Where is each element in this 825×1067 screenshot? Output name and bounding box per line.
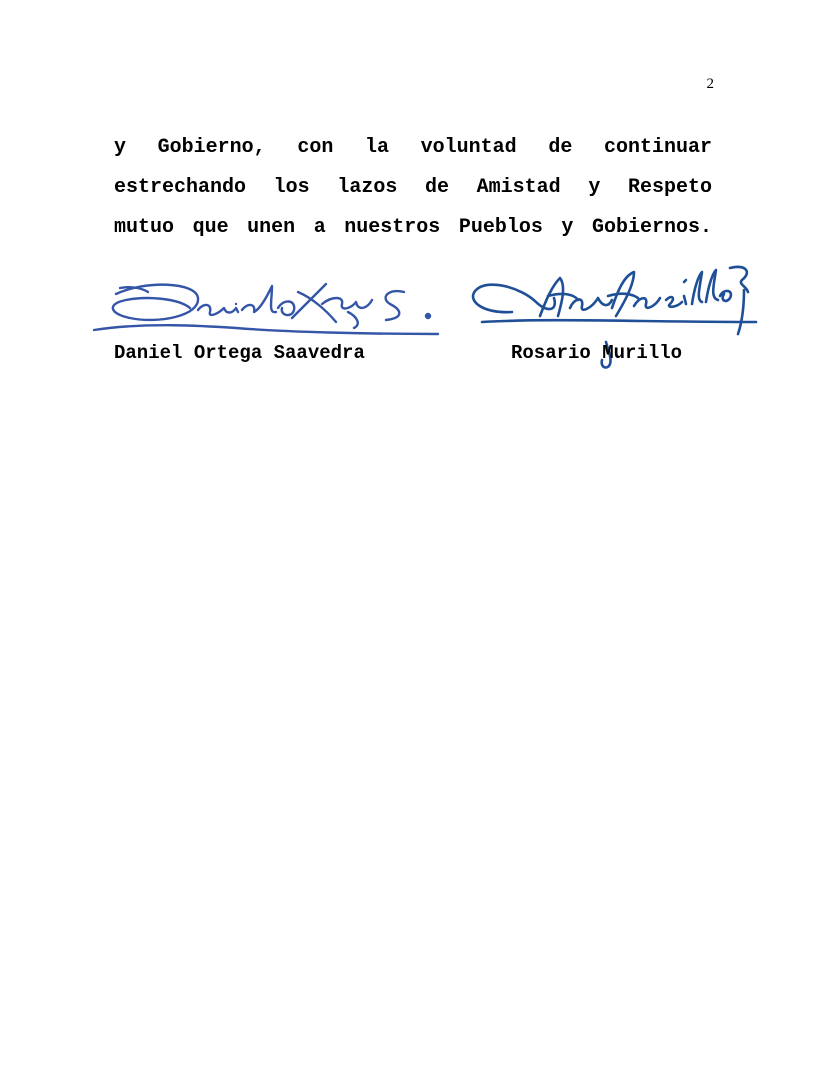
- closing-paragraph: [114, 128, 712, 248]
- paragraph-line: mutuo que unen a nuestros Pueblos y Gobiernos.: [114, 216, 712, 239]
- signature-left: [86, 268, 442, 342]
- paragraph-line: y Gobierno, con la voluntad de continuar: [114, 136, 712, 159]
- paragraph-line: estrechando los lazos de Amistad y Respeto: [114, 176, 712, 199]
- signatory-name-left: Daniel Ortega Saavedra: [114, 342, 365, 364]
- page-number: 2: [706, 76, 714, 92]
- signatory-name-right: Rosario Murillo: [511, 342, 683, 364]
